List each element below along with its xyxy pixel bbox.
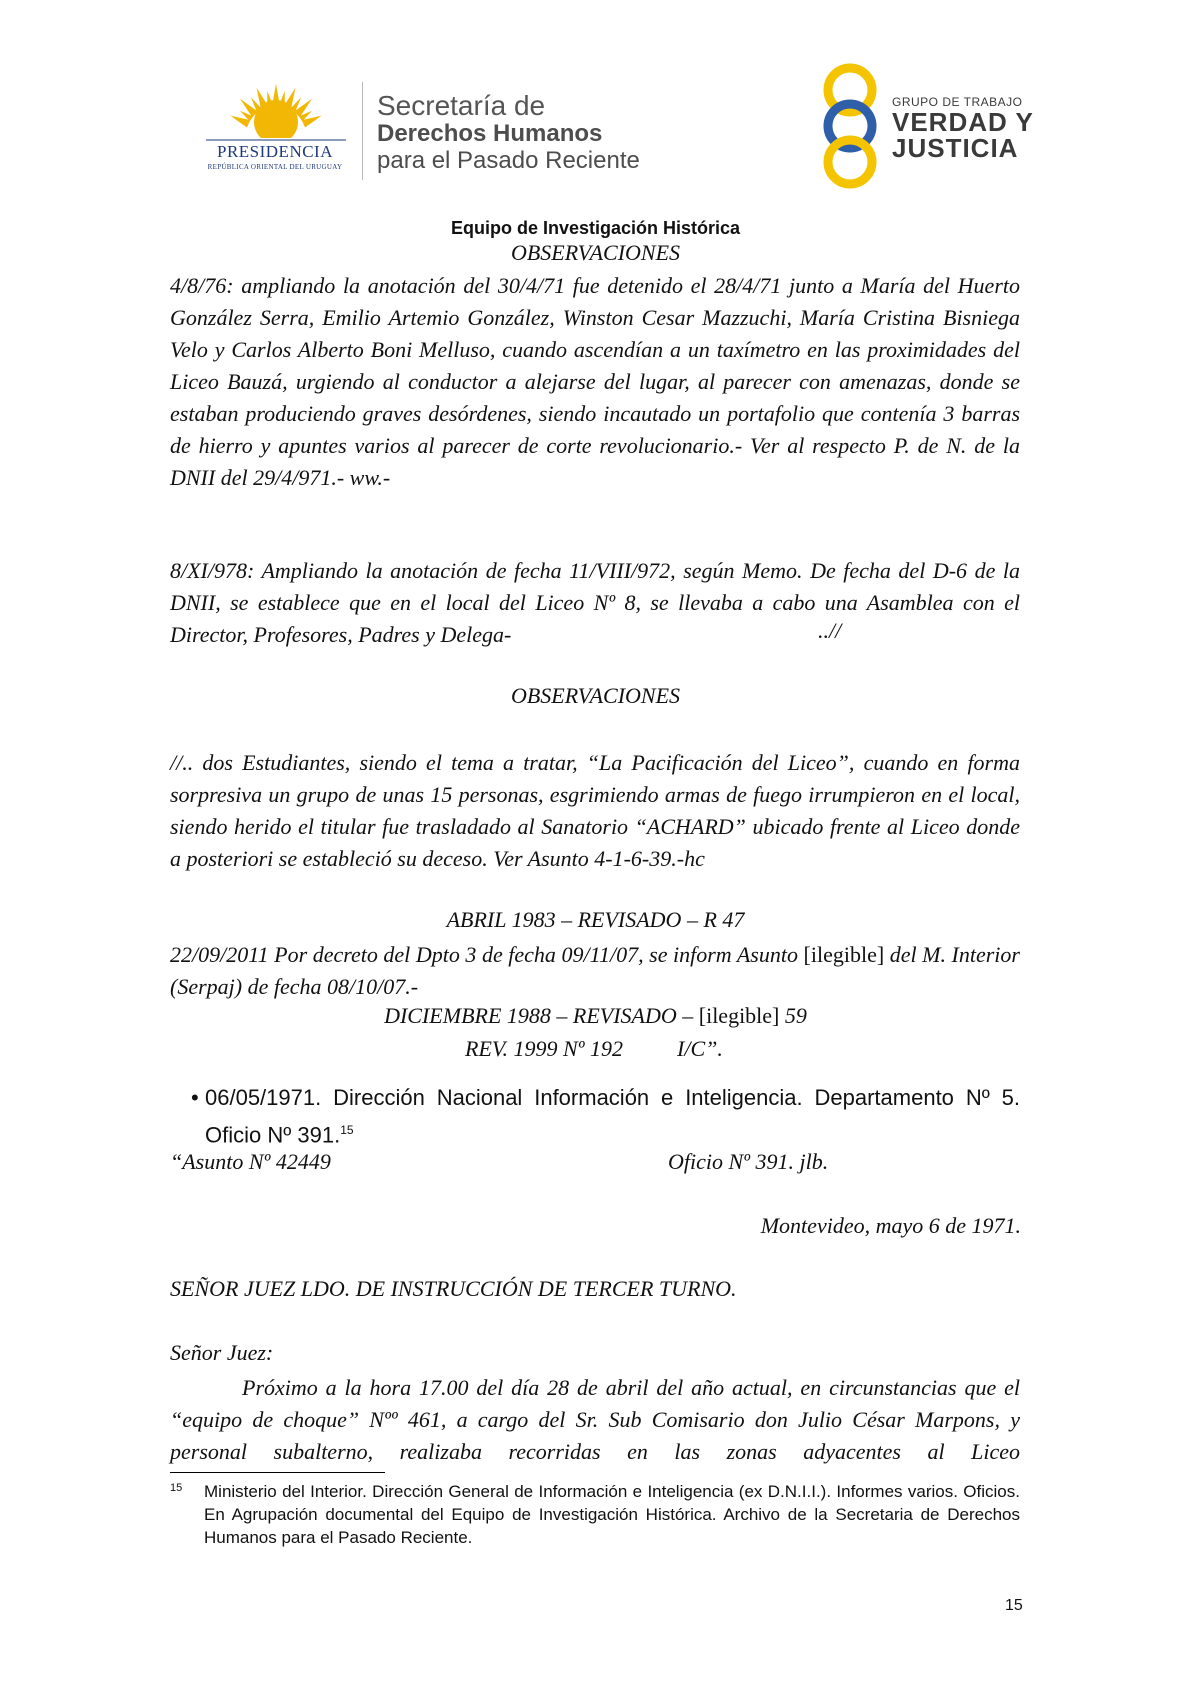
revision-2-part-a: DICIEMBRE 1988 – REVISADO – — [384, 1003, 699, 1028]
grupo-line-1: GRUPO DE TRABAJO — [892, 95, 1023, 109]
addressee-line: SEÑOR JUEZ LDO. DE INSTRUCCIÓN DE TERCER TURNO. — [170, 1276, 737, 1301]
grupo-line-3: JUSTICIA — [892, 133, 1019, 163]
bullet-text: 06/05/1971. Dirección Nacional Información e Inteligencia. Departamento Nº 5. Oficio Nº 391. — [205, 1085, 1020, 1148]
revision-line-2 — [0, 1003, 1191, 1029]
presidencia-label: PRESIDENCIA — [216, 142, 333, 161]
continuation-mark: ..// — [818, 618, 842, 643]
observations-heading-2: OBSERVACIONES — [510, 683, 681, 708]
revision-line-1: ABRIL 1983 – REVISADO – R 47 — [446, 907, 745, 932]
revision-line-3-right: I/C”. — [677, 1036, 723, 1061]
observations-heading-1: OBSERVACIONES — [510, 240, 681, 265]
verdad-justicia-rings-logo — [810, 62, 890, 190]
illegible-mark-1: [ilegible] — [803, 942, 885, 967]
secretaria-line-2: Derechos Humanos — [377, 120, 603, 147]
secretaria-line-1: Secretaría de — [377, 90, 546, 121]
revision-line-3-left: REV. 1999 Nº 192 — [465, 1036, 623, 1061]
paragraph-2-text: 8/XI/978: Ampliando la anotación de fecha 11/VIII/972, según Memo. De fecha del D-6 de la DNII, se establece que en el local del Liceo Nº 8, se llevaba a cabo una Asamblea con el Director, Profesores, Padres y Delega- — [170, 558, 1020, 647]
page-header — [0, 0, 1191, 210]
footnote-text: Ministerio del Interior. Dirección General de Información e Inteligencia (ex D.N.I.I.). Informes varios. Oficios. En Agrupación documental del Equipo de Investigación Histórica. Archivo de la Secretaria de Derechos Humanos para el Pasado Reciente. — [204, 1482, 1020, 1547]
observation-paragraph-3: //.. dos Estudiantes, siendo el tema a tratar, “La Pacificación del Liceo”, cuando en forma sorpresiva un grupo de unas 15 personas, esgrimiendo armas de fuego irrumpieron en el local, siendo herido el titular fue trasladado al Sanatorio “ACHARD” ubicado frente al Liceo donde a posteriori se estableció su deceso. Ver Asunto 4-1-6-39.-hc — [170, 750, 1020, 871]
salutation: Señor Juez: — [170, 1340, 274, 1365]
footnote-reference[interactable]: 15 — [340, 1123, 354, 1137]
footnote-rule — [170, 1472, 385, 1473]
illegible-mark-2: [ilegible] — [698, 1003, 780, 1028]
document-bullet — [191, 1082, 1020, 1151]
header-divider — [362, 82, 363, 180]
revision-2-part-b: 59 — [779, 1003, 807, 1028]
secretaria-title — [377, 92, 640, 174]
observation-paragraph-4 — [170, 939, 1020, 1003]
asunto-number: “Asunto Nº 42449 — [170, 1149, 331, 1174]
grupo-trabajo-title — [892, 95, 1034, 161]
bullet-dot: • — [191, 1085, 199, 1110]
observation-paragraph-1: 4/8/76: ampliando la anotación del 30/4/71 fue detenido el 28/4/71 junto a María del Huerto González Serra, Emilio Artemio González, Winston Cesar Mazzuchi, María Cristina Bisniega Velo y Carlos Alberto Boni Melluso, cuando ascendían a un taxímetro en las proximidades del Liceo Bauzá, urgiendo al conductor a alejarse del lugar, al parecer con amenazas, donde se estaban produciendo graves desórdenes, siendo incautado un portafolio que contenía 3 barras de hierro y apuntes varios al parecer de corte revolucionario.- Ver al respecto P. de N. de la DNII del 29/4/971.- ww.- — [170, 273, 1020, 490]
presidencia-subtitle: REPÚBLICA ORIENTAL DEL URUGUAY — [207, 163, 343, 171]
paragraph-4-part-b: del M. Interior (Serpaj) de fecha 08/10/07.- — [170, 942, 1020, 999]
observation-paragraph-2 — [170, 555, 1020, 651]
date-line: Montevideo, mayo 6 de 1971. — [760, 1213, 1021, 1238]
team-title: Equipo de Investigación Histórica — [450, 218, 741, 238]
page-number: 15 — [1005, 1597, 1023, 1614]
secretaria-line-3: para el Pasado Reciente — [377, 147, 640, 174]
grupo-line-2: VERDAD Y — [892, 107, 1034, 137]
oficio-number: Oficio Nº 391. jlb. — [668, 1149, 829, 1174]
footnote-number: 15 — [170, 1482, 183, 1494]
footnote — [170, 1480, 1020, 1549]
letter-paragraph: Próximo a la hora 17.00 del día 28 de abril del año actual, en circunstancias que el “equipo de choque” Nºº 461, a cargo del Sr. Sub Comisario don Julio César Marpons, y personal subalterno, realizaba recorridas en las zonas adyacentes al Liceo — [170, 1375, 1020, 1464]
paragraph-4-part-a: 22/09/2011 Por decreto del Dpto 3 de fecha 09/11/07, se inform Asunto — [170, 942, 804, 967]
